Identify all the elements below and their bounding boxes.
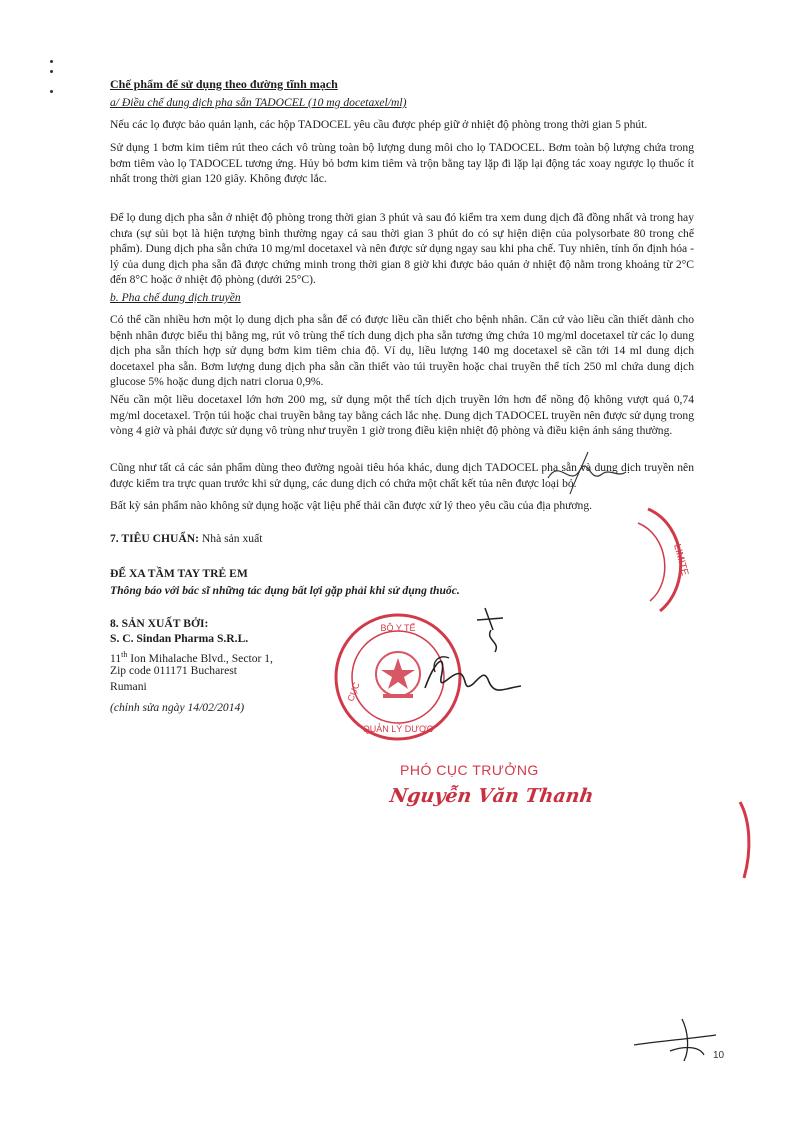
scan-mark: [50, 90, 53, 93]
stamp-left-text: CỤC: [345, 680, 362, 703]
manufacturer-name: S. C. Sindan Pharma S.R.L.: [110, 632, 249, 645]
margin-mark: [736, 800, 756, 880]
revision-date: (chỉnh sửa ngày 14/02/2014): [110, 701, 245, 714]
paragraph-b4: Bất kỳ sản phẩm nào không sử dụng hoặc vật liệu phế thải cần được xử lý theo yêu cầu của địa phương.: [110, 499, 593, 512]
vice-director-title: PHÓ CỤC TRƯỞNG: [400, 762, 539, 778]
signature-ink: [405, 600, 525, 710]
side-stamp: [630, 505, 699, 615]
address-number: 11: [110, 651, 122, 665]
paragraph-b2: Nếu cần một liều docetaxel lớn hơn 200 mg, sử dụng một thể tích dịch truyền lớn hơn để nồng độ không vượt quá 0,74 mg/ml docetaxel. Trộn túi hoặc chai truyền bằng tay bằng cách lắc nhẹ. Dung dịch TADOCEL truyền nên được sử dụng trong vòng 4 giờ và phải được sử dụng vô trùng như truyền 1 giờ trong điều kiện nhiệt độ phòng và điều kiện ánh sáng thường.: [110, 393, 694, 437]
adverse-notice: Thông báo với bác sĩ những tác dụng bất lợi gặp phải khi sử dụng thuốc.: [110, 584, 460, 597]
address-street: Ion Mihalache Blvd., Sector 1,: [127, 651, 273, 665]
standard-label: 7. TIÊU CHUẨN:: [110, 532, 200, 545]
section-title: Chế phẩm để sử dụng theo đường tĩnh mạch: [110, 77, 338, 91]
paragraph-b3: Cũng như tất cả các sản phẩm dùng theo đường ngoài tiêu hóa khác, dung dịch TADOCEL pha sẵn và dung dịch truyền nên được kiểm tra trực quan trước khi sử dụng, các dung dịch có chứa một chất kết tủa nên được loại bỏ.: [110, 461, 694, 490]
paragraph-a3: Để lọ dung dịch pha sẵn ở nhiệt độ phòng trong thời gian 3 phút và sau đó kiểm tra xem dung dịch đã đồng nhất và trong hay chưa (sự sủi bọt là hiện tượng bình thường ngay cả sau thời gian 3 phút do có sự hiện diện của polysorbate 80 trong chế phẩm). Dung dịch pha sẵn chứa 10 mg/ml docetaxel và nên được sử dụng ngay sau khi pha chế. Tuy nhiên, tính ổn định hóa - lý của dung dịch pha sẵn đã được chứng minh trong thời gian 8 giờ khi được bảo quản ở nhiệt độ nằm trong khoảng từ 2°C đến 8°C hoặc ở nhiệt độ phòng (dưới 25°C).: [110, 211, 694, 286]
address-line-2: Zip code 011171 Bucharest: [110, 664, 237, 677]
keep-away-warning: ĐỂ XA TẦM TAY TRẺ EM: [110, 567, 248, 580]
standard-value: Nhà sản xuất: [201, 532, 263, 545]
paragraph-b1: Có thể cần nhiều hơn một lọ dung dịch pha sẵn để có được liều cần thiết cho bệnh nhân. Căn cứ vào liều cần thiết dành cho bệnh nhân được biểu thị bằng mg, rút vô trùng thể tích dung dịch pha sẵn tương ứng chứa 10 mg/ml docetaxel từ các lọ dung dịch pha sẵn thích hợp sử dụng bơm kim tiêm chia độ. Ví dụ, liều lượng 140 mg docetaxel sẽ cần tới 14 ml dung dịch docetaxel pha sẵn. Bơm lượng dung dịch pha sẵn cần thiết vào túi truyền hoặc chai truyền thể tích 250 ml chứa dung dịch glucose 5% hoặc dung dịch natri clorua 0,9%.: [110, 313, 694, 388]
address-superscript: th: [121, 650, 128, 659]
stamp-top-text: BỘ Y TẾ: [380, 623, 416, 633]
standard-line: [110, 532, 262, 545]
page-number: 10: [713, 1050, 725, 1061]
vice-director-name: Nguyễn Văn Thanh: [388, 785, 595, 807]
scan-mark: [50, 70, 53, 73]
paragraph-a1: Nếu các lọ được bảo quản lạnh, các hộp TADOCEL yêu cầu được phép giữ ở nhiệt độ phòng trong thời gian 5 phút.: [110, 118, 648, 131]
initials-ink: [540, 448, 630, 498]
paragraph-a2: Sử dụng 1 bơm kim tiêm rút theo cách vô trùng toàn bộ lượng dung môi cho lọ TADOCEL. Bơm toàn bộ lượng chứa trong bơm tiêm vào lọ TADOCEL tương ứng. Hủy bỏ bơm kim tiêm và trộn bằng tay lặp đi lặp lại động tác xoay ngược lọ thuốc ít nhất trong thời gian 120 giây. Không được lắc.: [110, 141, 694, 185]
footer-initials: [630, 1015, 720, 1065]
subsection-b-title: b. Pha chế dung dịch truyền: [110, 291, 241, 304]
stamp-bottom-text: QUẢN LÝ DƯỢC: [362, 724, 434, 734]
address-line-3: Rumani: [110, 680, 147, 693]
manufacturer-label: 8. SẢN XUẤT BỞI:: [110, 617, 209, 630]
scan-mark: [50, 60, 53, 63]
side-stamp-text: LIMITE: [671, 542, 691, 577]
subsection-a-title: a/ Điều chế dung dịch pha sẵn TADOCEL (10 mg docetaxel/ml): [110, 96, 407, 109]
